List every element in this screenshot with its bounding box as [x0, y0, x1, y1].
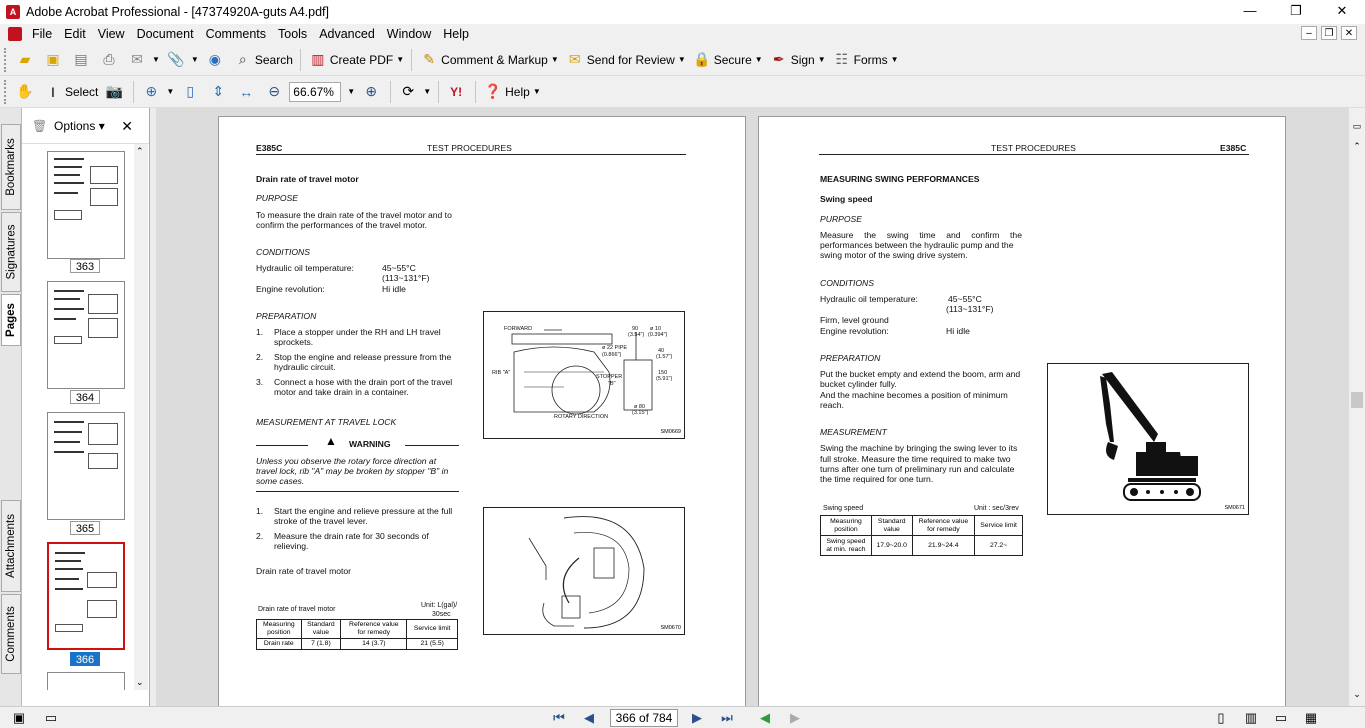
step-text: motor and take drain in a container. [274, 387, 409, 397]
zoom-in-icon: ⊕ [365, 83, 378, 99]
organizer-button[interactable] [40, 48, 68, 72]
snapshot-button[interactable] [101, 80, 129, 104]
condition-label: Engine revolution: [256, 284, 325, 294]
save-button[interactable] [68, 48, 96, 72]
page-size-icon[interactable]: ▣ [12, 709, 26, 725]
thumbnail-scrollbar[interactable] [134, 144, 148, 690]
pages-panel-header [22, 108, 149, 144]
menu-bar [0, 24, 1365, 44]
table-caption: Swing speed [823, 505, 864, 512]
thumbnail-page-number: 363 [70, 259, 100, 273]
rotate-button[interactable]: ⟳ ▼ [395, 80, 434, 104]
measurement-text: Swing the machine by bringing the swing lever to its [820, 443, 1018, 453]
page-thumbnail[interactable] [47, 281, 125, 389]
page-thumbnail[interactable] [47, 412, 125, 520]
page-header: TEST PROCEDURES [427, 143, 512, 153]
condition-value: (113~131°F) [382, 273, 430, 283]
preparation-text: Put the bucket empty and extend the boom, arm and [820, 369, 1021, 379]
printer-icon: ⎙ [103, 51, 115, 67]
condition-label: Firm, level ground [820, 315, 889, 325]
minimize-button[interactable]: — [1243, 3, 1257, 18]
menu-help[interactable]: Help [443, 27, 469, 41]
purpose-text: Measure the swing time and confirm the [820, 230, 1022, 240]
page-thumbnail[interactable] [47, 151, 125, 259]
step-text: sprockets. [274, 337, 314, 347]
condition-value: (113~131°F) [946, 304, 994, 314]
step-text: Connect a hose with the drain port of the travel [274, 377, 453, 387]
tab-signatures[interactable]: Signatures [1, 212, 21, 292]
binoculars-icon: ⌕ [238, 51, 247, 67]
forms-button[interactable]: ☷ Forms ▼ [829, 48, 902, 72]
warning-text: travel lock, rib "A" may be broken by stopper "B" in [256, 466, 449, 476]
organizer-icon: ▣ [46, 51, 60, 67]
section-title: Drain rate of travel motor [256, 174, 359, 184]
continuous-facing-icon[interactable]: ▦ [1304, 709, 1318, 725]
measurement-heading: MEASUREMENT AT TRAVEL LOCK [256, 417, 397, 427]
condition-label: Hydraulic oil temperature: [820, 294, 918, 304]
options-button[interactable]: Options ▾ [54, 118, 105, 133]
preparation-text: bucket cylinder fully. [820, 379, 897, 389]
first-page-button[interactable]: ⏮ [553, 709, 565, 725]
document-view [156, 108, 1349, 706]
purpose-text: swing motor of the swing drive system. [820, 250, 968, 260]
document-scrollbar[interactable] [1349, 108, 1365, 706]
paperclip-icon: 📎 [167, 51, 185, 67]
document-page-left [218, 116, 746, 706]
zoom-dropdown[interactable]: ▼ [347, 87, 356, 96]
step-number: 2. [256, 352, 264, 362]
condition-value: Hi idle [382, 284, 406, 294]
step-text: relieving. [274, 541, 309, 551]
excavator-figure: SM0671 [1047, 363, 1249, 515]
warning-triangle-icon: ▲ [325, 434, 337, 448]
zoom-out-icon: ⊖ [268, 83, 281, 99]
page-icon: ▯ [186, 83, 195, 99]
thumbnail-page-number-selected: 366 [70, 652, 100, 666]
maximize-button[interactable]: ❐ [1290, 3, 1302, 18]
menu-edit[interactable]: Edit [64, 27, 86, 41]
facing-icon[interactable]: ▭ [1274, 709, 1288, 725]
condition-label: Hydraulic oil temperature: [256, 263, 354, 273]
print-button[interactable] [96, 48, 124, 72]
attach-button[interactable]: 📎 ▼ [163, 48, 202, 72]
condition-value: Hi idle [946, 326, 970, 336]
table-unit: Unit : sec/3rev [974, 505, 1019, 512]
menu-view[interactable]: View [97, 27, 125, 41]
comment-markup-button[interactable]: ✎ Comment & Markup ▼ [416, 48, 562, 72]
table-cell: 27.2~ [975, 536, 1023, 556]
model-label: E385C [1220, 143, 1247, 153]
yahoo-button[interactable] [443, 80, 471, 104]
magnifier-icon: ⊕ [145, 83, 158, 99]
swing-speed-table: Measuring position Standard value Reference value for remedy Service limit Swing speed at min. reach 17.9~20.0 21.9~24.4 27.2~ [820, 515, 1023, 556]
page-number-input[interactable]: 366 of 784 [610, 709, 678, 727]
tab-pages[interactable]: Pages [1, 294, 21, 346]
scroll-up-icon[interactable]: ⌃ [136, 146, 144, 156]
warning-label: WARNING [349, 439, 391, 449]
table-cell: 7 (1.8) [301, 639, 341, 650]
previous-view-icon[interactable]: ◀ [760, 709, 770, 725]
single-page-icon[interactable]: ▯ [1217, 709, 1225, 725]
step-number: 3. [256, 377, 264, 387]
send-review-icon: ✉ [568, 51, 581, 67]
table-subtitle: Drain rate of travel motor [256, 566, 352, 576]
table-caption: Drain rate of travel motor [258, 606, 336, 613]
hand-icon: ✋ [16, 83, 34, 99]
rotate-icon: ⟳ [402, 83, 415, 99]
close-panel-button[interactable]: ✕ [121, 118, 133, 134]
doc-close-button[interactable]: ✕ [1341, 26, 1357, 40]
document-icon[interactable] [8, 27, 22, 41]
menu-advanced[interactable]: Advanced [319, 27, 375, 41]
step-number: 1. [256, 327, 264, 337]
page-header: TEST PROCEDURES [991, 143, 1076, 153]
measurement-heading: MEASUREMENT [820, 427, 887, 437]
page-thumbnail-selected[interactable] [47, 542, 125, 650]
zoom-in-tool-button[interactable]: ⊕ ▼ [138, 80, 177, 104]
tab-attachments[interactable]: Attachments [1, 500, 21, 592]
section-subtitle: Swing speed [820, 194, 873, 204]
thumbnail-page-number: 364 [70, 390, 100, 404]
step-text: Stop the engine and release pressure from the [274, 352, 452, 362]
table-cell: Drain rate [257, 639, 302, 650]
menu-window[interactable]: Window [386, 27, 432, 41]
purpose-heading: PURPOSE [820, 214, 863, 224]
page-thumbnail[interactable] [47, 672, 125, 690]
drain-measurement-figure: SM0670 [483, 507, 685, 635]
navigation-toolbar [0, 76, 1365, 108]
zoom-level-input[interactable]: 66.67% [289, 82, 341, 102]
measurement-text: full stroke. Measure the time required to make two [820, 454, 1011, 464]
window-title: Adobe Acrobat Professional - [47374920A-guts A4.pdf] [26, 5, 329, 19]
doc-restore-button[interactable]: ❐ [1321, 26, 1337, 40]
actual-size-button[interactable] [177, 80, 205, 104]
step-number: 1. [256, 506, 264, 516]
conditions-heading: CONDITIONS [820, 278, 874, 288]
email-icon: ✉ [131, 51, 143, 67]
create-pdf-button[interactable]: ▥ Create PDF ▼ [305, 48, 407, 72]
doc-minimize-button[interactable]: – [1301, 26, 1317, 40]
travel-motor-stopper-figure: FORWARD 90 (3.54") ø 10 (0.394") ø 22 PIPE (0.866") 40 (1.57") 150 (5.91") RIB "A" STOPPER "B" ø 80 (3.15") ROTARY DIRECTION SM0669 [483, 311, 685, 439]
comment-icon: ✎ [423, 51, 436, 67]
file-toolbar [0, 44, 1365, 76]
create-pdf-icon: ▥ [311, 51, 325, 67]
step-text: hydraulic circuit. [274, 362, 336, 372]
preparation-text: reach. [820, 400, 844, 410]
step-number: 2. [256, 531, 264, 541]
step-text: stroke of the travel lever. [274, 516, 368, 526]
forms-icon: ☷ [835, 51, 848, 67]
continuous-icon[interactable]: ▥ [1244, 709, 1258, 725]
warning-text: Unless you observe the rotary force direction at [256, 456, 437, 466]
purpose-text: To measure the drain rate of the travel motor and to [256, 210, 452, 220]
secure-button[interactable]: 🔒 Secure ▼ [689, 48, 766, 72]
fit-page-button[interactable] [205, 80, 233, 104]
last-page-button[interactable]: ⏭ [721, 709, 733, 725]
fit-width-button[interactable] [233, 80, 261, 104]
lock-icon: 🔒 [693, 51, 711, 67]
next-view-icon[interactable]: ▶ [790, 709, 800, 725]
step-text: Place a stopper under the RH and LH travel [274, 327, 441, 337]
measurement-text: the time required for one turn. [820, 474, 934, 484]
table-cell: 17.9~20.0 [871, 536, 912, 556]
zoom-in-button[interactable] [358, 80, 386, 104]
pages-panel [22, 108, 150, 706]
scroll-thumb[interactable] [1351, 392, 1363, 408]
table-cell: 21 (5.5) [407, 639, 458, 650]
step-text: Start the engine and relieve pressure at the full [274, 506, 453, 516]
purpose-text: performances between the hydraulic pump and the [820, 240, 1014, 250]
globe-icon: ◉ [208, 51, 221, 67]
table-cell: Swing speed at min. reach [821, 536, 872, 556]
help-icon: ❓ [484, 83, 502, 99]
tab-bookmarks[interactable]: Bookmarks [1, 124, 21, 210]
preparation-heading: PREPARATION [256, 311, 317, 321]
sign-button[interactable]: ✒ Sign ▼ [766, 48, 829, 72]
email-button[interactable]: ✉ ▼ [124, 48, 163, 72]
purpose-heading: PURPOSE [256, 193, 299, 203]
help-button[interactable]: ❓ Help ▼ [480, 80, 544, 104]
warning-text: some cases. [256, 476, 305, 486]
previous-page-button[interactable]: ◀ [584, 709, 594, 725]
yahoo-icon: Y! [450, 84, 463, 99]
condition-value: 45~55°C [382, 263, 416, 273]
tab-comments[interactable]: Comments [1, 594, 21, 674]
preparation-text: And the machine becomes a position of minimum [820, 390, 1008, 400]
drain-rate-table: Measuring position Standard value Reference value for remedy Service limit Drain rate 7 (1.8) 14 (3.7) 21 (5.5) [256, 619, 458, 650]
thumbnail-page-number: 365 [70, 521, 100, 535]
select-tool-button[interactable]: I Select [40, 80, 101, 104]
menu-comments[interactable]: Comments [205, 27, 266, 41]
conditions-heading: CONDITIONS [256, 247, 310, 257]
scroll-down-icon[interactable]: ⌄ [1353, 689, 1361, 699]
measurement-text: turns after one turn of preliminary run and calculate [820, 464, 1015, 474]
purpose-text: confirm the performances of the travel motor. [256, 220, 427, 230]
fit-page-icon: ⇕ [212, 83, 225, 99]
text-cursor-icon: I [51, 83, 55, 100]
zoom-out-button[interactable] [261, 80, 289, 104]
thumbnail-list [22, 144, 134, 690]
table-unit: Unit: L(gal)/ [421, 602, 458, 609]
camera-icon: 📷 [105, 83, 124, 99]
page-layout-icon[interactable]: ▭ [44, 709, 58, 725]
open-button[interactable] [12, 48, 40, 72]
status-bar [0, 706, 1365, 728]
menu-document[interactable]: Document [136, 27, 194, 41]
step-text: Measure the drain rate for 30 seconds of [274, 531, 429, 541]
title-bar [0, 0, 1365, 24]
web-search-button[interactable] [202, 48, 230, 72]
menu-tools[interactable]: Tools [278, 27, 308, 41]
split-view-icon[interactable]: ▭ [1352, 121, 1362, 131]
send-for-review-button[interactable]: ✉ Send for Review ▼ [562, 48, 689, 72]
section-title: MEASURING SWING PERFORMANCES [820, 174, 980, 184]
table-cell: 21.9~24.4 [912, 536, 975, 556]
menu-file[interactable]: File [32, 27, 53, 41]
floppy-disk-icon: ▤ [74, 51, 88, 67]
table-unit: 30sec [432, 611, 451, 618]
condition-value: 45~55°C [948, 294, 982, 304]
search-button[interactable]: ⌕ Search [230, 48, 296, 72]
scroll-down-icon[interactable]: ⌄ [136, 677, 144, 687]
folder-open-icon: ▰ [19, 51, 31, 67]
navigation-tabs [0, 108, 22, 706]
next-page-button[interactable]: ▶ [692, 709, 702, 725]
document-page-right [758, 116, 1286, 706]
acrobat-logo-icon: A [6, 5, 20, 19]
scroll-up-icon[interactable]: ⌃ [1353, 141, 1361, 151]
fit-width-icon: ↔ [239, 83, 254, 100]
trash-icon[interactable]: 🗑 [32, 118, 48, 133]
table-cell: 14 (3.7) [341, 639, 407, 650]
hand-tool-button[interactable] [12, 80, 40, 104]
close-button[interactable]: ✕ [1336, 3, 1348, 18]
pen-icon: ✒ [772, 51, 785, 67]
preparation-heading: PREPARATION [820, 353, 881, 363]
condition-label: Engine revolution: [820, 326, 889, 336]
model-label: E385C [256, 143, 283, 153]
